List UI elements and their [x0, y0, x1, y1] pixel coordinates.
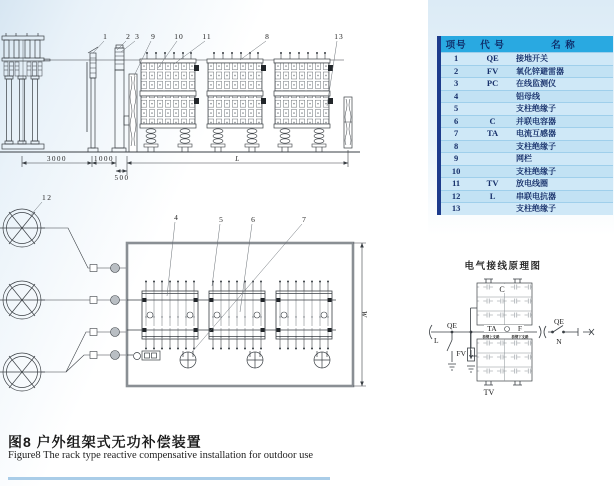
callout-1: 1: [103, 32, 107, 41]
capacitor-rack-3: [274, 52, 333, 152]
cell-code: TA: [471, 128, 514, 141]
cell-code: [471, 203, 514, 215]
plan-capacitor-unit-2: [209, 281, 265, 350]
label-branch-lower: 桥臂下支路: [511, 335, 529, 339]
table-row: [441, 190, 613, 203]
plan-capacitor-unit-3: [276, 281, 332, 350]
cell-item-no: 12: [441, 190, 471, 203]
cell-code: [471, 140, 514, 153]
label-f: F: [517, 324, 523, 333]
cell-item-no: 1: [441, 53, 471, 66]
cell-name: 在线监测仪: [514, 78, 613, 91]
capacitor-rack-1: [140, 52, 199, 152]
table-row: [441, 165, 613, 178]
cell-item-no: 2: [441, 65, 471, 78]
cell-item-no: 7: [441, 128, 471, 141]
table-row: [441, 153, 613, 166]
callout-13: 13: [334, 32, 344, 41]
callout-4: 4: [174, 213, 178, 222]
parts-table-panel: [437, 36, 613, 215]
cell-name: 铝母线: [514, 90, 613, 103]
cell-code: PC: [471, 78, 514, 91]
label-qe-right: QE: [554, 317, 564, 326]
table-row: [441, 115, 613, 128]
callout-3: 3: [135, 32, 139, 41]
table-header-row: [441, 36, 613, 53]
label-reactor-l: L: [434, 336, 439, 345]
elevation-view: [0, 32, 360, 182]
table-row: [441, 178, 613, 191]
wiring-schematic: [430, 260, 595, 397]
cell-name: 放电线圈: [514, 178, 613, 191]
callout-12: 12: [42, 193, 53, 202]
header-code: 代 号: [471, 36, 514, 53]
reactor-tower: [2, 33, 44, 149]
header-item-no: 项号: [441, 36, 471, 53]
table-row: [441, 140, 613, 153]
cell-code: C: [471, 115, 514, 128]
cell-name: 支柱绝缘子: [514, 140, 613, 153]
header-name: 名 称: [514, 36, 613, 53]
schematic-title: 电气接线原理图: [464, 262, 542, 272]
dim-W: W: [360, 310, 369, 318]
phase-connections: [41, 228, 127, 372]
callout-5: 5: [219, 215, 223, 224]
cell-item-no: 4: [441, 90, 471, 103]
label-ta: TA: [487, 324, 497, 333]
elevation-dimensions: [22, 150, 348, 175]
cell-item-no: 8: [441, 140, 471, 153]
cell-code: [471, 153, 514, 166]
label-fv: FV: [456, 349, 466, 358]
cell-code: QE: [471, 53, 514, 66]
cell-item-no: 5: [441, 103, 471, 116]
table-row: [441, 128, 613, 141]
cell-code: FV: [471, 65, 514, 78]
cell-item-no: 6: [441, 115, 471, 128]
label-neutral-n: N: [556, 337, 562, 346]
dim-500: 500: [114, 174, 130, 182]
label-qe-left: QE: [447, 321, 457, 330]
cell-name: 支柱绝缘子: [514, 103, 613, 116]
cell-name: 支柱绝缘子: [514, 203, 613, 215]
caption-underline: [8, 477, 330, 480]
cell-item-no: 3: [441, 78, 471, 91]
cell-code: TV: [471, 178, 514, 191]
earthing-switch-post: [87, 47, 98, 152]
schematic-right-circuit: [532, 326, 594, 339]
cell-name: 电流互感器: [514, 128, 613, 141]
label-capacitor-c: C: [499, 285, 505, 294]
parts-table: [441, 36, 613, 215]
cell-code: [471, 165, 514, 178]
schematic-middle-branch: [477, 324, 532, 339]
cell-name: 网栏: [514, 153, 613, 166]
capacitor-rack-2: [207, 52, 266, 152]
dim-3000: 3000: [47, 155, 67, 163]
cell-name: 接地开关: [514, 53, 613, 66]
table-row: [441, 53, 613, 66]
dim-1000: 1000: [94, 155, 114, 163]
cell-name: 支柱绝缘子: [514, 165, 613, 178]
cell-name: 氧化锌避雷器: [514, 65, 613, 78]
plan-capacitor-unit-1: [142, 281, 198, 350]
figure-caption-zh: 图8 户外组架式无功补偿装置: [8, 434, 202, 450]
cell-code: [471, 90, 514, 103]
callout-9: 9: [151, 32, 155, 41]
plan-current-transformers: [180, 351, 330, 368]
cell-item-no: 11: [441, 178, 471, 191]
callout-10: 10: [174, 32, 184, 41]
plan-monitor-box: [127, 351, 160, 360]
table-row: [441, 90, 613, 103]
fence-strip-right: [344, 97, 352, 148]
fence-strip-left: [129, 74, 137, 152]
table-row: [441, 103, 613, 116]
series-reactors: [0, 209, 45, 391]
dim-L: L: [235, 155, 241, 163]
table-row: [441, 65, 613, 78]
table-row: [441, 203, 613, 215]
cell-code: L: [471, 190, 514, 203]
callout-11: 11: [202, 32, 212, 41]
arrester-post: [112, 45, 130, 152]
label-branch-upper: 桥臂上支路: [482, 335, 500, 339]
callout-8: 8: [265, 32, 269, 41]
cell-item-no: 13: [441, 203, 471, 215]
figure-caption-en: Figure8 The rack type reactive compensative installation for outdoor use: [8, 450, 314, 461]
cell-item-no: 10: [441, 165, 471, 178]
table-row: [441, 78, 613, 91]
callout-2: 2: [126, 32, 130, 41]
callout-6: 6: [251, 215, 255, 224]
cell-code: [471, 103, 514, 116]
cell-name: 串联电抗器: [514, 190, 613, 203]
label-discharge-coil-tv: TV: [483, 388, 495, 397]
cell-item-no: 9: [441, 153, 471, 166]
cell-name: 并联电容器: [514, 115, 613, 128]
callout-7: 7: [302, 215, 306, 224]
plan-view: [0, 193, 369, 391]
